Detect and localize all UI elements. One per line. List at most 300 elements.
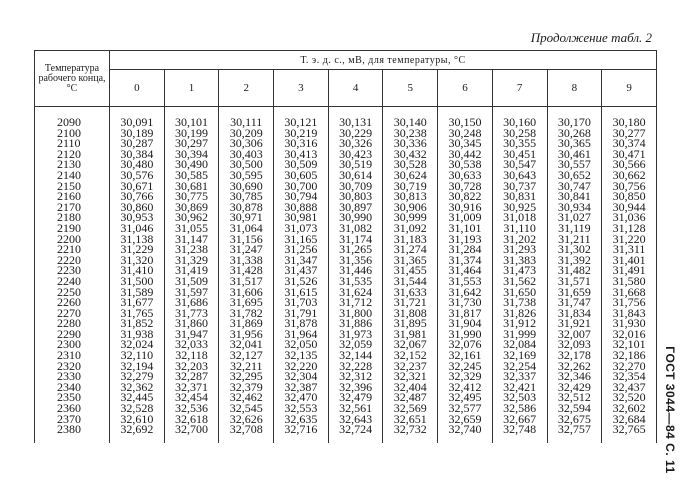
emf-value-cell: 30,700 [274, 181, 329, 192]
digit-header-row [35, 70, 657, 107]
emf-value-cell: 30,538 [438, 159, 493, 170]
page-sidebar-label [662, 346, 678, 474]
emf-value-cell: 30,643 [492, 170, 547, 181]
digit-header-5: 5 [383, 70, 438, 107]
emf-value-cell: 32,304 [274, 371, 329, 382]
emf-value-cell: 31,642 [438, 287, 493, 298]
emf-value-cell: 31,860 [164, 318, 219, 329]
emf-value-cell: 30,509 [274, 159, 329, 170]
emf-value-cell: 31,695 [219, 297, 274, 308]
temperature-cell: 2310 [35, 350, 110, 361]
emf-value-cell: 31,073 [274, 223, 329, 234]
emf-value-cell: 30,101 [164, 107, 219, 128]
emf-value-cell: 31,138 [110, 234, 165, 245]
emf-value-cell: 31,284 [438, 244, 493, 255]
emf-value-cell: 32,016 [602, 329, 657, 340]
emf-value-cell: 31,886 [328, 318, 383, 329]
temperature-cell: 2140 [35, 170, 110, 181]
emf-value-cell: 32,135 [274, 350, 329, 361]
emf-value-cell: 31,869 [219, 318, 274, 329]
emf-value-cell: 30,258 [492, 128, 547, 139]
emf-value-cell: 30,999 [383, 212, 438, 223]
emf-value-cell: 30,803 [328, 191, 383, 202]
emf-value-cell: 31,500 [110, 276, 165, 287]
table-row [35, 107, 657, 128]
emf-value-cell: 31,589 [110, 287, 165, 298]
emf-value-cell: 31,101 [438, 223, 493, 234]
emf-value-cell: 32,262 [547, 361, 602, 372]
emf-value-cell: 31,765 [110, 308, 165, 319]
emf-value-cell: 31,544 [383, 276, 438, 287]
emf-value-cell: 32,454 [164, 392, 219, 403]
emf-value-cell: 32,076 [438, 339, 493, 350]
emf-table [34, 50, 657, 443]
emf-value-cell: 30,480 [110, 159, 165, 170]
emf-value-cell: 30,199 [164, 128, 219, 139]
emf-value-cell: 30,451 [492, 149, 547, 160]
emf-value-cell: 31,383 [492, 255, 547, 266]
emf-value-cell: 31,791 [274, 308, 329, 319]
gost-page-reference: ГОСТ 3044—84 С. 11 [663, 346, 677, 474]
emf-value-cell: 30,595 [219, 170, 274, 181]
emf-value-cell: 30,423 [328, 149, 383, 160]
emf-value-cell: 32,626 [219, 414, 274, 425]
emf-value-cell: 32,561 [328, 403, 383, 414]
emf-value-cell: 31,392 [547, 255, 602, 266]
emf-value-cell: 31,677 [110, 297, 165, 308]
emf-value-cell: 32,692 [110, 424, 165, 443]
emf-value-cell: 31,356 [328, 255, 383, 266]
emf-value-cell: 30,238 [383, 128, 438, 139]
digit-header-6: 6 [438, 70, 493, 107]
emf-value-cell: 30,277 [602, 128, 657, 139]
emf-value-cell: 30,869 [164, 202, 219, 213]
emf-value-cell: 32,387 [274, 382, 329, 393]
emf-value-cell: 31,401 [602, 255, 657, 266]
emf-value-cell: 32,512 [547, 392, 602, 403]
emf-value-cell: 32,659 [438, 414, 493, 425]
continuation-caption: Продолжение табл. 2 [530, 30, 652, 45]
emf-value-cell: 31,509 [164, 276, 219, 287]
emf-value-cell: 32,346 [547, 371, 602, 382]
temperature-cell: 2280 [35, 318, 110, 329]
emf-value-cell: 31,526 [274, 276, 329, 287]
temperature-cell: 2250 [35, 287, 110, 298]
temperature-cell: 2290 [35, 329, 110, 340]
emf-value-cell: 32,354 [602, 371, 657, 382]
emf-value-cell: 30,671 [110, 181, 165, 192]
emf-value-cell: 31,464 [438, 265, 493, 276]
emf-value-cell: 31,473 [492, 265, 547, 276]
emf-value-cell: 31,580 [602, 276, 657, 287]
emf-value-cell: 31,738 [492, 297, 547, 308]
emf-value-cell: 31,633 [383, 287, 438, 298]
emf-value-cell: 30,813 [383, 191, 438, 202]
emf-value-cell: 30,990 [328, 212, 383, 223]
emf-value-cell: 32,732 [383, 424, 438, 443]
temperature-cell: 2160 [35, 191, 110, 202]
emf-value-cell: 31,964 [274, 329, 329, 340]
emf-value-cell: 30,160 [492, 107, 547, 128]
temperature-cell: 2150 [35, 181, 110, 192]
emf-value-cell: 32,127 [219, 350, 274, 361]
emf-value-cell: 30,652 [547, 170, 602, 181]
emf-value-cell: 32,178 [547, 350, 602, 361]
emf-value-cell: 32,748 [492, 424, 547, 443]
emf-value-cell: 31,055 [164, 223, 219, 234]
emf-value-cell: 31,238 [164, 244, 219, 255]
temperature-cell: 2340 [35, 382, 110, 393]
emf-value-cell: 32,462 [219, 392, 274, 403]
emf-value-cell: 32,577 [438, 403, 493, 414]
emf-value-cell: 31,826 [492, 308, 547, 319]
emf-value-cell: 30,719 [383, 181, 438, 192]
emf-value-cell: 30,841 [547, 191, 602, 202]
emf-value-cell: 31,193 [438, 234, 493, 245]
emf-value-cell: 32,594 [547, 403, 602, 414]
temperature-cell: 2260 [35, 297, 110, 308]
emf-value-cell: 32,093 [547, 339, 602, 350]
emf-value-cell: 31,211 [547, 234, 602, 245]
digit-header-1: 1 [164, 70, 219, 107]
emf-value-cell: 31,852 [110, 318, 165, 329]
temperature-cell: 2370 [35, 414, 110, 425]
emf-value-cell: 31,747 [547, 297, 602, 308]
emf-value-cell: 30,490 [164, 159, 219, 170]
emf-value-cell: 32,118 [164, 350, 219, 361]
emf-value-cell: 32,279 [110, 371, 165, 382]
emf-value-cell: 31,165 [274, 234, 329, 245]
emf-group-header: Т. э. д. с., мВ, для температуры, °С [110, 51, 657, 70]
emf-value-cell: 32,033 [164, 339, 219, 350]
temperature-column-header: Температура рабочего конца, °С [35, 51, 110, 107]
emf-value-cell: 32,740 [438, 424, 493, 443]
emf-value-cell: 30,897 [328, 202, 383, 213]
emf-value-cell: 30,345 [438, 138, 493, 149]
emf-value-cell: 30,189 [110, 128, 165, 139]
temperature-cell: 2380 [35, 424, 110, 443]
emf-value-cell: 30,944 [602, 202, 657, 213]
emf-value-cell: 32,270 [602, 361, 657, 372]
emf-value-cell: 31,650 [492, 287, 547, 298]
emf-value-cell: 31,808 [383, 308, 438, 319]
emf-value-cell: 30,442 [438, 149, 493, 160]
emf-value-cell: 31,311 [602, 244, 657, 255]
emf-value-cell: 30,953 [110, 212, 165, 223]
emf-value-cell: 31,365 [383, 255, 438, 266]
emf-value-cell: 32,536 [164, 403, 219, 414]
emf-value-cell: 31,878 [274, 318, 329, 329]
emf-value-cell: 31,990 [438, 329, 493, 340]
digit-header-0: 0 [110, 70, 165, 107]
table-header-row [35, 51, 657, 70]
emf-value-cell: 30,794 [274, 191, 329, 202]
emf-value-cell: 32,203 [164, 361, 219, 372]
emf-value-cell: 31,624 [328, 287, 383, 298]
emf-value-cell: 30,306 [219, 138, 274, 149]
emf-value-cell: 30,747 [547, 181, 602, 192]
emf-value-cell: 32,445 [110, 392, 165, 403]
emf-value-cell: 30,150 [438, 107, 493, 128]
temperature-cell: 2220 [35, 255, 110, 266]
emf-value-cell: 31,562 [492, 276, 547, 287]
table-row [35, 424, 657, 443]
emf-value-cell: 31,535 [328, 276, 383, 287]
emf-value-cell: 30,384 [110, 149, 165, 160]
temperature-cell: 2110 [35, 138, 110, 149]
emf-value-cell: 30,822 [438, 191, 493, 202]
emf-value-cell: 31,659 [547, 287, 602, 298]
temperature-cell: 2090 [35, 107, 110, 128]
emf-value-cell: 32,479 [328, 392, 383, 403]
emf-value-cell: 32,667 [492, 414, 547, 425]
emf-value-cell: 32,586 [492, 403, 547, 414]
emf-value-cell: 32,404 [383, 382, 438, 393]
emf-value-cell: 32,220 [274, 361, 329, 372]
emf-value-cell: 30,336 [383, 138, 438, 149]
emf-value-cell: 31,110 [492, 223, 547, 234]
emf-value-cell: 31,220 [602, 234, 657, 245]
emf-value-cell: 31,730 [438, 297, 493, 308]
emf-value-cell: 30,878 [219, 202, 274, 213]
emf-value-cell: 32,545 [219, 403, 274, 414]
emf-value-cell: 32,329 [438, 371, 493, 382]
emf-value-cell: 32,708 [219, 424, 274, 443]
emf-value-cell: 30,432 [383, 149, 438, 160]
digit-header-9: 9 [602, 70, 657, 107]
emf-value-cell: 30,934 [547, 202, 602, 213]
emf-value-cell: 32,041 [219, 339, 274, 350]
emf-value-cell: 32,765 [602, 424, 657, 443]
emf-value-cell: 30,471 [602, 149, 657, 160]
emf-value-cell: 30,860 [110, 202, 165, 213]
emf-value-cell: 32,295 [219, 371, 274, 382]
emf-value-cell: 30,413 [274, 149, 329, 160]
temperature-cell: 2230 [35, 265, 110, 276]
emf-value-cell: 31,128 [602, 223, 657, 234]
emf-value-cell: 32,716 [274, 424, 329, 443]
emf-value-cell: 32,152 [383, 350, 438, 361]
emf-value-cell: 32,470 [274, 392, 329, 403]
emf-value-cell: 31,817 [438, 308, 493, 319]
emf-value-cell: 30,547 [492, 159, 547, 170]
emf-value-cell: 31,229 [110, 244, 165, 255]
emf-value-cell: 31,834 [547, 308, 602, 319]
emf-value-cell: 31,597 [164, 287, 219, 298]
emf-value-cell: 30,461 [547, 149, 602, 160]
emf-value-cell: 30,374 [602, 138, 657, 149]
emf-value-cell: 30,831 [492, 191, 547, 202]
emf-value-cell: 31,446 [328, 265, 383, 276]
emf-value-cell: 31,046 [110, 223, 165, 234]
emf-value-cell: 30,091 [110, 107, 165, 128]
emf-value-cell: 31,009 [438, 212, 493, 223]
emf-value-cell: 32,161 [438, 350, 493, 361]
emf-value-cell: 30,756 [602, 181, 657, 192]
emf-value-cell: 31,374 [438, 255, 493, 266]
emf-value-cell: 30,287 [110, 138, 165, 149]
emf-value-cell: 31,455 [383, 265, 438, 276]
emf-value-cell: 32,194 [110, 361, 165, 372]
digit-header-2: 2 [219, 70, 274, 107]
emf-value-cell: 32,618 [164, 414, 219, 425]
temperature-cell: 2120 [35, 149, 110, 160]
emf-value-cell: 32,059 [328, 339, 383, 350]
emf-value-cell: 30,681 [164, 181, 219, 192]
temperature-cell: 2350 [35, 392, 110, 403]
emf-value-cell: 30,355 [492, 138, 547, 149]
emf-value-cell: 31,027 [547, 212, 602, 223]
emf-value-cell: 30,229 [328, 128, 383, 139]
emf-value-cell: 32,684 [602, 414, 657, 425]
temperature-cell: 2130 [35, 159, 110, 170]
emf-value-cell: 30,633 [438, 170, 493, 181]
emf-value-cell: 31,517 [219, 276, 274, 287]
emf-value-cell: 30,111 [219, 107, 274, 128]
emf-value-cell: 30,394 [164, 149, 219, 160]
emf-value-cell: 30,219 [274, 128, 329, 139]
emf-value-cell: 30,131 [328, 107, 383, 128]
emf-value-cell: 30,566 [602, 159, 657, 170]
emf-value-cell: 32,421 [492, 382, 547, 393]
emf-value-cell: 31,782 [219, 308, 274, 319]
emf-value-cell: 32,503 [492, 392, 547, 403]
temperature-cell: 2360 [35, 403, 110, 414]
emf-value-cell: 30,925 [492, 202, 547, 213]
emf-value-cell: 30,170 [547, 107, 602, 128]
emf-value-cell: 31,686 [164, 297, 219, 308]
emf-value-cell: 31,437 [274, 265, 329, 276]
emf-value-cell: 32,312 [328, 371, 383, 382]
emf-value-cell: 32,724 [328, 424, 383, 443]
emf-value-cell: 32,379 [219, 382, 274, 393]
emf-value-cell: 32,287 [164, 371, 219, 382]
emf-value-cell: 30,248 [438, 128, 493, 139]
digit-header-4: 4 [328, 70, 383, 107]
emf-value-cell: 30,268 [547, 128, 602, 139]
emf-value-cell: 31,553 [438, 276, 493, 287]
emf-value-cell: 32,110 [110, 350, 165, 361]
digit-header-8: 8 [547, 70, 602, 107]
emf-value-cell: 31,712 [328, 297, 383, 308]
temperature-cell: 2300 [35, 339, 110, 350]
emf-value-cell: 30,690 [219, 181, 274, 192]
emf-value-cell: 30,180 [602, 107, 657, 128]
emf-value-cell: 31,410 [110, 265, 165, 276]
emf-value-cell: 31,274 [383, 244, 438, 255]
emf-value-cell: 32,321 [383, 371, 438, 382]
temperature-cell: 2330 [35, 371, 110, 382]
emf-value-cell: 30,662 [602, 170, 657, 181]
emf-value-cell: 30,785 [219, 191, 274, 202]
emf-value-cell: 31,921 [547, 318, 602, 329]
emf-value-cell: 32,700 [164, 424, 219, 443]
emf-value-cell: 31,338 [219, 255, 274, 266]
emf-value-cell: 31,092 [383, 223, 438, 234]
emf-value-cell: 32,528 [110, 403, 165, 414]
emf-value-cell: 30,737 [492, 181, 547, 192]
emf-value-cell: 30,585 [164, 170, 219, 181]
emf-value-cell: 30,121 [274, 107, 329, 128]
emf-value-cell: 31,419 [164, 265, 219, 276]
emf-value-cell: 32,757 [547, 424, 602, 443]
emf-value-cell: 32,228 [328, 361, 383, 372]
emf-value-cell: 32,520 [602, 392, 657, 403]
emf-value-cell: 30,709 [328, 181, 383, 192]
temperature-cell: 2190 [35, 223, 110, 234]
emf-value-cell: 31,183 [383, 234, 438, 245]
emf-value-cell: 30,365 [547, 138, 602, 149]
emf-value-cell: 32,610 [110, 414, 165, 425]
temperature-cell: 2180 [35, 212, 110, 223]
emf-value-cell: 31,293 [492, 244, 547, 255]
emf-value-cell: 32,487 [383, 392, 438, 403]
emf-value-cell: 30,557 [547, 159, 602, 170]
temperature-cell: 2240 [35, 276, 110, 287]
emf-value-cell: 32,169 [492, 350, 547, 361]
emf-value-cell: 32,396 [328, 382, 383, 393]
temperature-cell: 2210 [35, 244, 110, 255]
emf-value-cell: 30,576 [110, 170, 165, 181]
temperature-cell: 2200 [35, 234, 110, 245]
emf-value-cell: 30,916 [438, 202, 493, 213]
emf-value-cell: 31,843 [602, 308, 657, 319]
emf-value-cell: 32,254 [492, 361, 547, 372]
emf-value-cell: 31,904 [438, 318, 493, 329]
emf-value-cell: 31,947 [164, 329, 219, 340]
emf-value-cell: 32,245 [438, 361, 493, 372]
emf-value-cell: 32,007 [547, 329, 602, 340]
emf-value-cell: 30,500 [219, 159, 274, 170]
emf-value-cell: 30,850 [602, 191, 657, 202]
emf-value-cell: 31,973 [328, 329, 383, 340]
emf-value-cell: 30,326 [328, 138, 383, 149]
emf-value-cell: 31,615 [274, 287, 329, 298]
emf-value-cell: 32,237 [383, 361, 438, 372]
emf-value-cell: 30,519 [328, 159, 383, 170]
emf-value-cell: 30,728 [438, 181, 493, 192]
emf-value-cell: 32,050 [274, 339, 329, 350]
emf-value-cell: 32,429 [547, 382, 602, 393]
emf-value-cell: 31,938 [110, 329, 165, 340]
emf-value-cell: 30,906 [383, 202, 438, 213]
emf-value-cell: 31,606 [219, 287, 274, 298]
emf-value-cell: 30,316 [274, 138, 329, 149]
emf-value-cell: 30,981 [274, 212, 329, 223]
emf-value-cell: 32,437 [602, 382, 657, 393]
emf-value-cell: 30,614 [328, 170, 383, 181]
emf-value-cell: 31,147 [164, 234, 219, 245]
emf-value-cell: 30,775 [164, 191, 219, 202]
temperature-cell: 2170 [35, 202, 110, 213]
emf-value-cell: 30,971 [219, 212, 274, 223]
emf-value-cell: 32,569 [383, 403, 438, 414]
temperature-cell: 2270 [35, 308, 110, 319]
emf-value-cell: 31,082 [328, 223, 383, 234]
emf-value-cell: 31,571 [547, 276, 602, 287]
digit-header-7: 7 [492, 70, 547, 107]
emf-value-cell: 31,773 [164, 308, 219, 319]
emf-value-cell: 30,624 [383, 170, 438, 181]
emf-value-cell: 30,962 [164, 212, 219, 223]
emf-value-cell: 30,209 [219, 128, 274, 139]
emf-value-cell: 32,337 [492, 371, 547, 382]
emf-value-cell: 32,144 [328, 350, 383, 361]
emf-value-cell: 31,174 [328, 234, 383, 245]
emf-value-cell: 31,247 [219, 244, 274, 255]
emf-value-cell: 32,084 [492, 339, 547, 350]
emf-value-cell: 32,412 [438, 382, 493, 393]
